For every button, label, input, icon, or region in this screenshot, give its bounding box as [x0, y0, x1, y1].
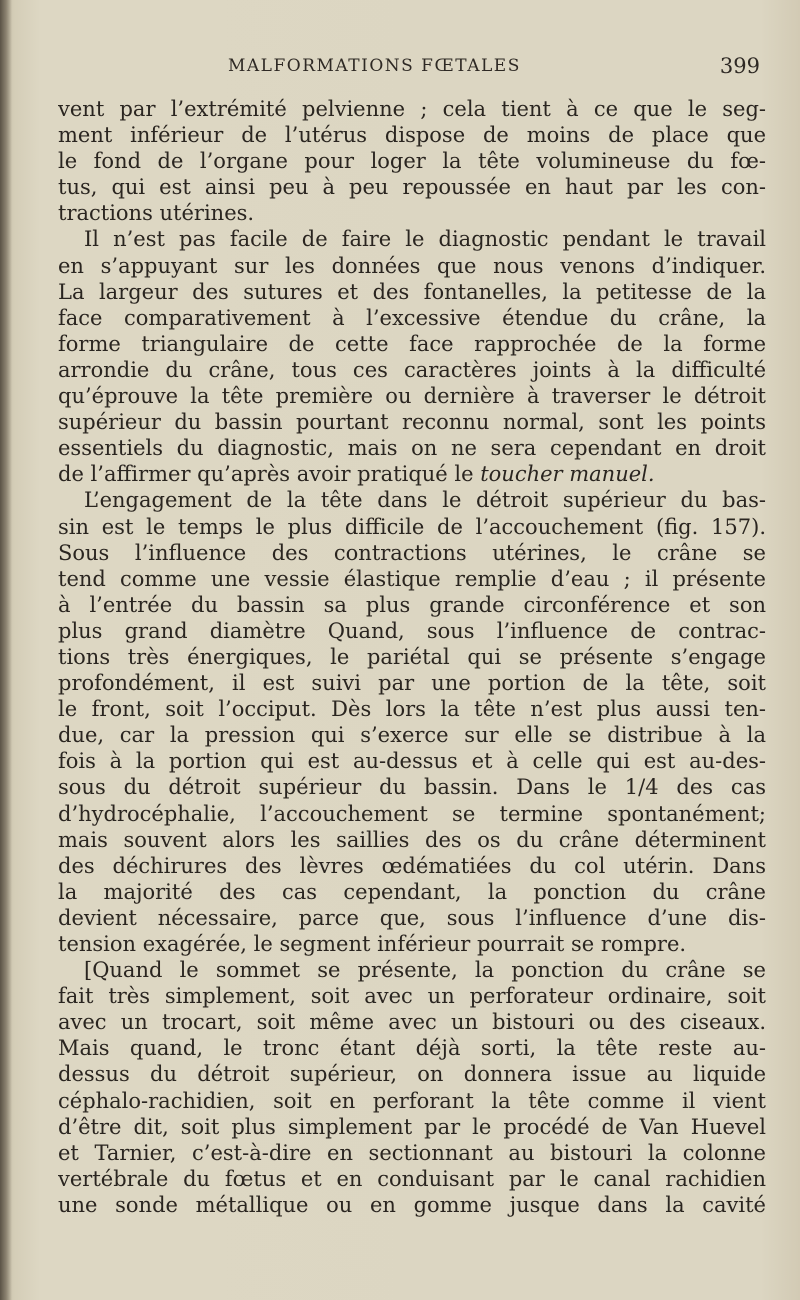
text-line: le front, soit l’occiput. Dès lors la tête n’est plus aussi ten-: [58, 697, 766, 722]
body-text: [58, 96, 766, 1218]
text-line: devient nécessaire, parce que, sous l’influence d’une dis-: [58, 905, 766, 930]
text-line: à l’entrée du bassin sa plus grande circonférence et son: [58, 592, 766, 617]
text-line: [58, 461, 766, 487]
text-line: fois à la portion qui est au-dessus et à celle qui est au-des-: [58, 749, 766, 774]
text-line: L’engagement de la tête dans le détroit supérieur du bas-: [84, 488, 766, 513]
book-spine-shadow: [0, 0, 12, 1300]
text-line: essentiels du diagnostic, mais on ne sera cependant en droit: [58, 436, 766, 461]
text-line: due, car la pression qui s’exerce sur elle se distribue à la: [58, 723, 766, 748]
text-line: forme triangulaire de cette face rapprochée de la forme: [58, 331, 766, 356]
text-line: tension exagérée, le segment inférieur pourrait se rompre.: [58, 932, 687, 956]
text-line: sous du détroit supérieur du bassin. Dans le 1/4 des cas: [58, 775, 766, 800]
text-line: arrondie du crâne, tous ces caractères joints à la difficulté: [58, 357, 766, 382]
text-line: d’hydrocéphalie, l’accouchement se termine spontanément;: [58, 801, 766, 826]
text-line: tend comme une vessie élastique remplie d’eau ; il présente: [58, 566, 766, 591]
page-header: [60, 56, 760, 86]
text-line: avec un trocart, soit même avec un bistouri ou des ciseaux.: [58, 1010, 766, 1035]
italic-term: toucher manuel.: [480, 462, 655, 487]
text-line: La largeur des sutures et des fontanelles, la petitesse de la: [58, 279, 766, 304]
text-line: Sous l’influence des contractions utérines, le crâne se: [58, 540, 766, 565]
text-line: dessus du détroit supérieur, on donnera issue au liquide: [58, 1062, 766, 1087]
text-line: céphalo-rachidien, soit en perforant la tête comme il vient: [58, 1088, 766, 1113]
text-line: sin est le temps le plus difficile de l’accouchement (fig. 157).: [58, 514, 766, 539]
text-line: des déchirures des lèvres œdématiées du col utérin. Dans: [58, 853, 766, 878]
text-line: tions très énergiques, le pariétal qui se présente s’engage: [58, 644, 766, 669]
text-line: d’être dit, soit plus simplement par le procédé de Van Huevel: [58, 1114, 766, 1139]
text-line: tractions utérines.: [58, 201, 255, 226]
text-line: face comparativement à l’excessive étendue du crâne, la: [58, 305, 766, 330]
text-line: une sonde métallique ou en gomme jusque dans la cavité: [58, 1192, 766, 1217]
text-line: en s’appuyant sur les données que nous venons d’indiquer.: [58, 253, 766, 278]
text-line: fait très simplement, soit avec un perforateur ordinaire, soit: [58, 984, 766, 1009]
text-line: Mais quand, le tronc étant déjà sorti, la tête reste au-: [58, 1036, 766, 1061]
text-line: ment inférieur de l’utérus dispose de moins de place que: [58, 123, 766, 148]
text-line: vent par l’extrémité pelvienne ; cela tient à ce que le seg-: [58, 97, 766, 121]
page-number: 399: [719, 54, 760, 78]
text-line: et Tarnier, c’est-à-dire en sectionnant au bistouri la colonne: [58, 1140, 766, 1165]
text-line: [Quand le sommet se présente, la ponction du crâne se: [84, 958, 766, 983]
text-line: supérieur du bassin pourtant reconnu normal, sont les points: [58, 410, 766, 435]
running-title: MALFORMATIONS FŒTALES: [228, 56, 521, 76]
text-line: Il n’est pas facile de faire le diagnostic pendant le travail: [84, 227, 766, 252]
text-line: profondément, il est suivi par une portion de la tête, soit: [58, 671, 766, 696]
text-line: le fond de l’organe pour loger la tête volumineuse du fœ-: [58, 149, 766, 174]
text-line: mais souvent alors les saillies des os du crâne déterminent: [58, 827, 766, 852]
text-line: qu’éprouve la tête première ou dernière à traverser le détroit: [58, 384, 766, 409]
text-line-prefix: de l’affirmer qu’après avoir pratiqué le: [58, 462, 481, 487]
text-line: plus grand diamètre Quand, sous l’influence de contrac-: [58, 618, 766, 643]
text-line: la majorité des cas cependant, la ponction du crâne: [58, 879, 766, 904]
text-line: tus, qui est ainsi peu à peu repoussée en haut par les con-: [58, 175, 766, 200]
text-line: vertébrale du fœtus et en conduisant par le canal rachidien: [58, 1166, 766, 1191]
